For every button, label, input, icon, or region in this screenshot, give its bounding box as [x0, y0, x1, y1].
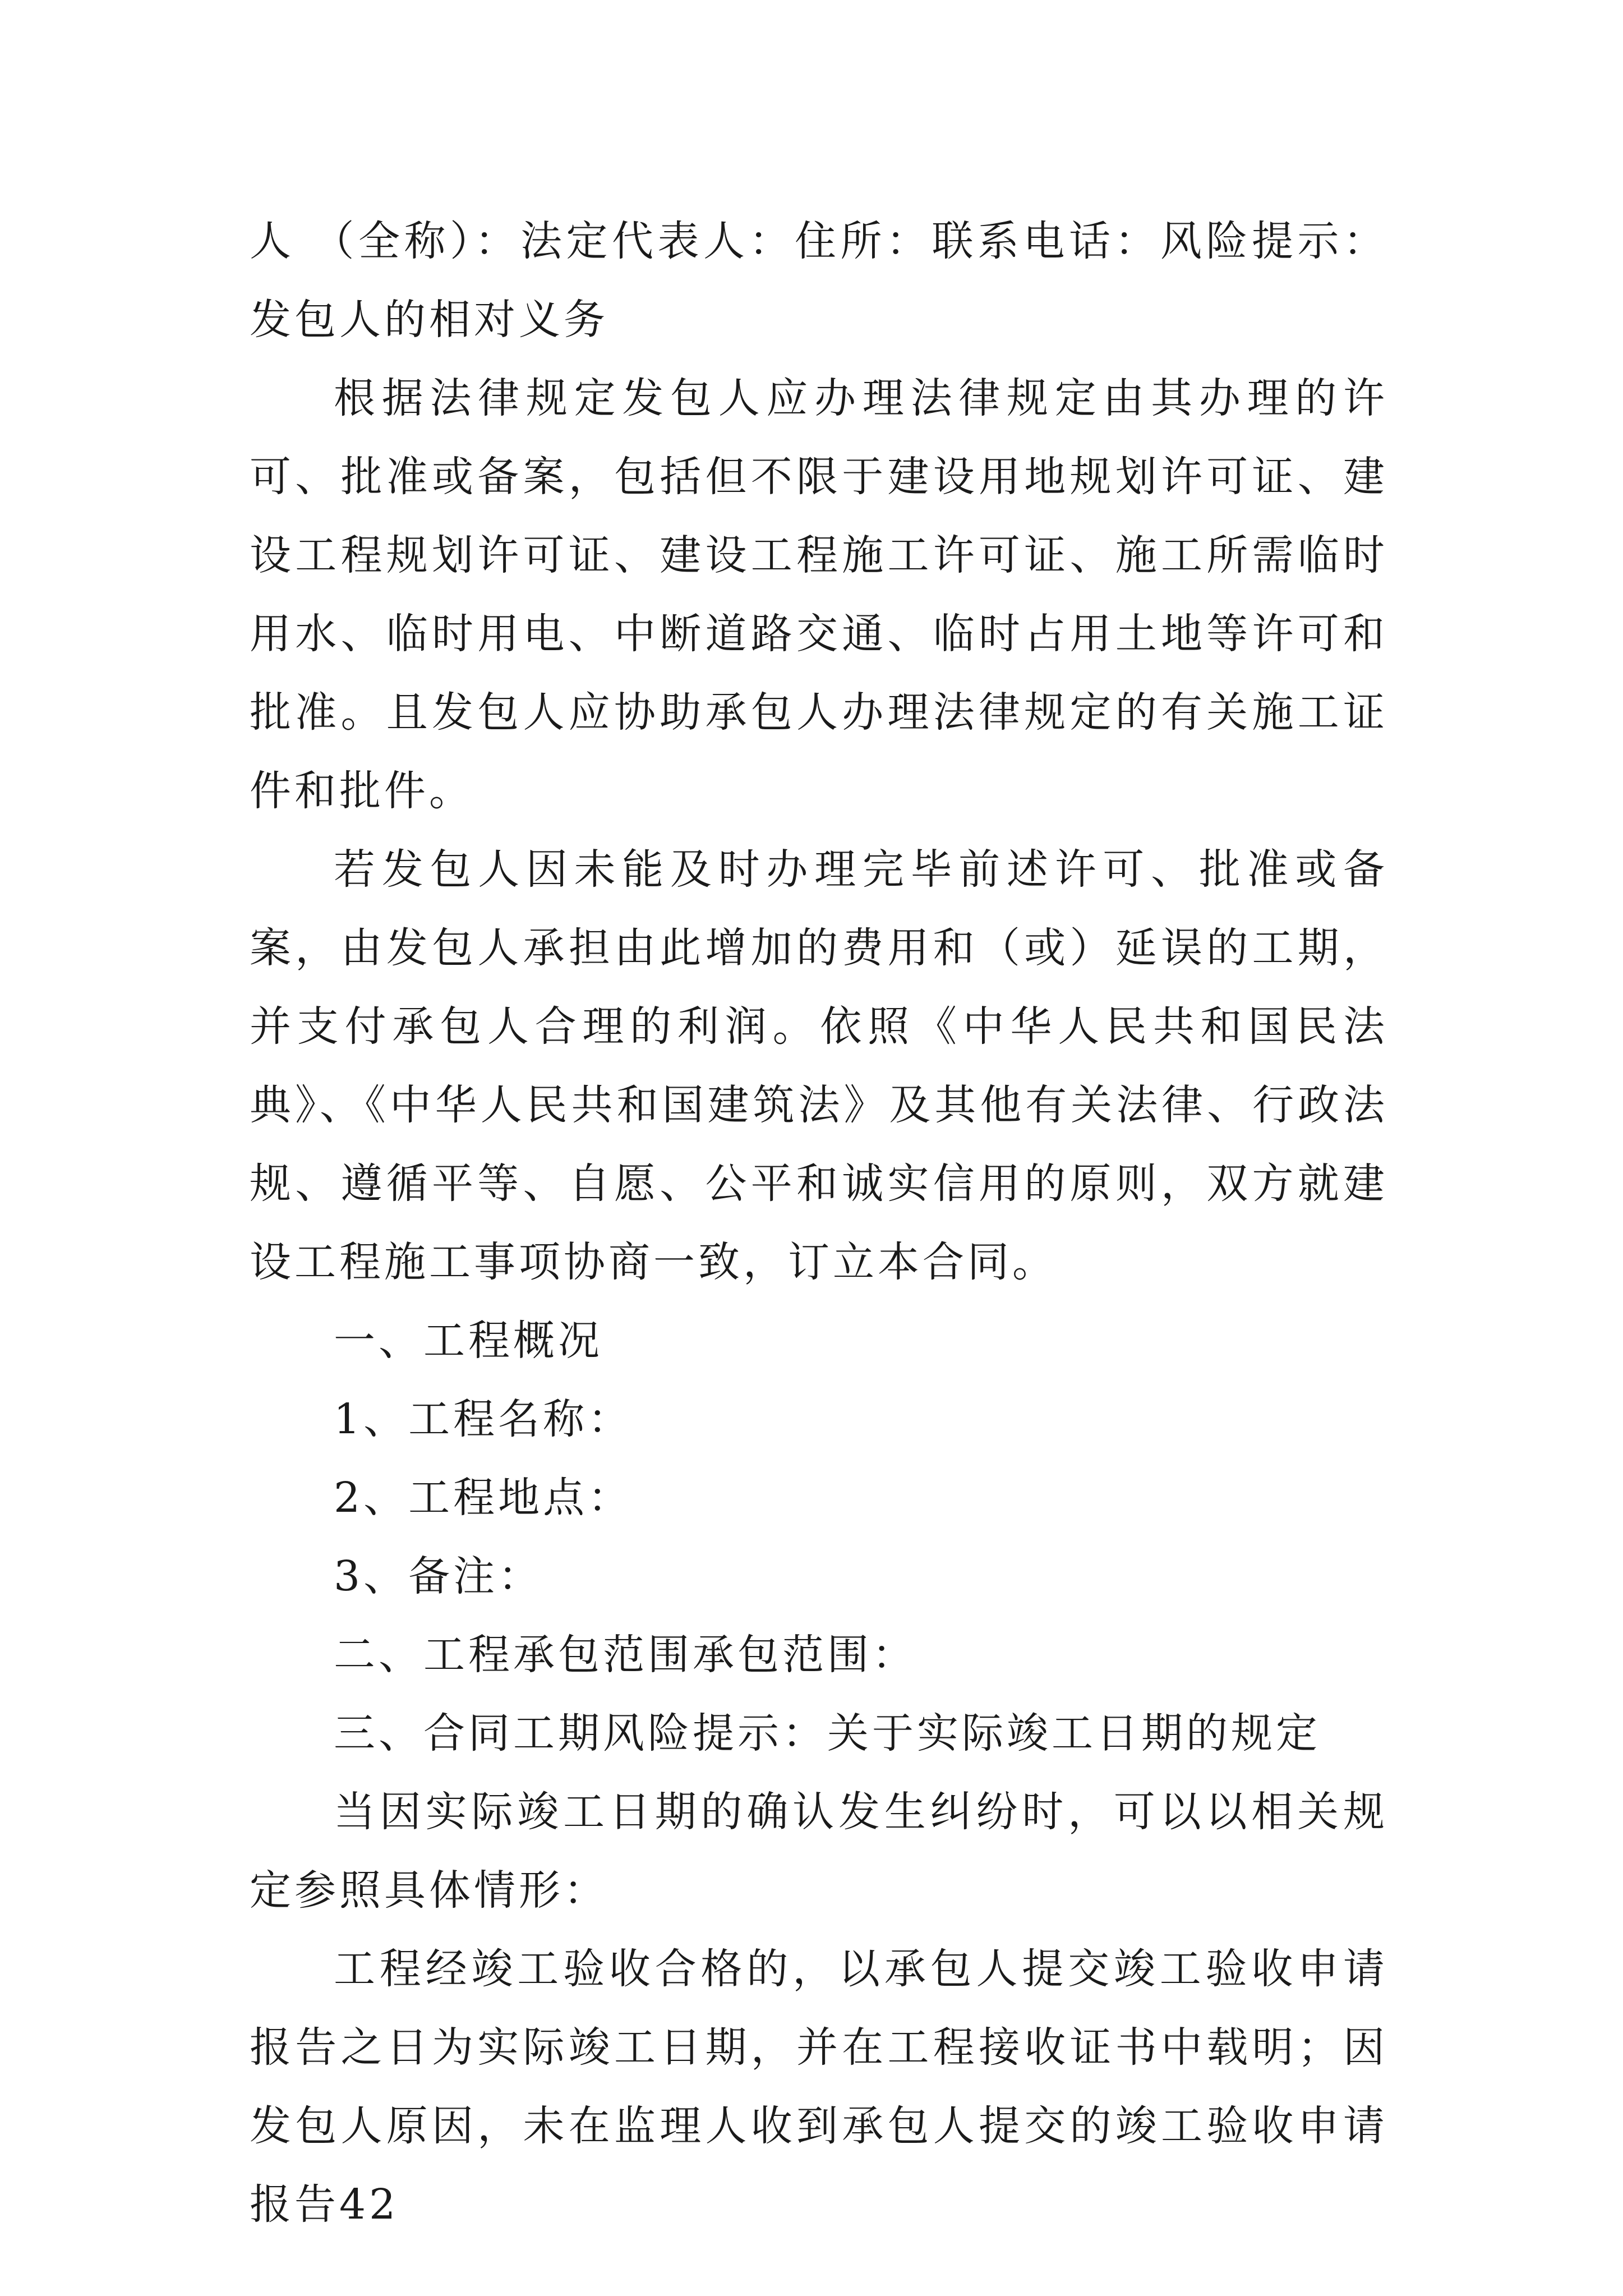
list-item-remarks: 3、备注： — [334, 1552, 543, 1600]
section-heading-contract-period: 三、合同工期风险提示：关于实际竣工日期的规定 — [334, 1709, 1321, 1757]
paragraph-completion-dispute: 当因实际竣工日期的确认发生纠纷时，可以以相关规定参照具体情形： — [250, 1788, 1388, 1915]
list-item-project-location: 2、工程地点： — [334, 1474, 633, 1522]
paragraph-permit-delay: 若发包人因未能及时办理完毕前述许可、批准或备案，由发包人承担由此增加的费用和（或）延误的工期，并支付承包人合理的利润。依照《中华人民共和国民法典》、《中华人民共和国建筑法》及其他有关法律、行政法规、遵循平等、自愿、公平和诚实信用的原则，双方就建设工程施工事项协商一致，订立本合同。 — [250, 845, 1388, 1286]
paragraph-party-info: 人 （全称）：法定代表人：住所：联系电话：风险提示：发包人的相对义务 — [250, 217, 1388, 344]
list-item-project-name: 1、工程名称： — [334, 1395, 633, 1443]
paragraph-completion-acceptance: 工程经竣工验收合格的，以承包人提交竣工验收申请报告之日为实际竣工日期，并在工程接收证书中载明；因发包人原因，未在监理人收到承包人提交的竣工验收申请报告42 — [250, 1945, 1388, 2229]
document-body — [250, 202, 1388, 2244]
section-heading-scope: 二、工程承包范围承包范围： — [334, 1631, 917, 1679]
section-heading-project-overview: 一、工程概况 — [334, 1317, 603, 1365]
paragraph-permits: 根据法律规定发包人应办理法律规定由其办理的许可、批准或备案，包括但不限于建设用地规划许可证、建设工程规划许可证、建设工程施工许可证、施工所需临时用水、临时用电、中断道路交通、临时占用土地等许可和批准。且发包人应协助承包人办理法律规定的有关施工证件和批件。 — [250, 374, 1388, 815]
